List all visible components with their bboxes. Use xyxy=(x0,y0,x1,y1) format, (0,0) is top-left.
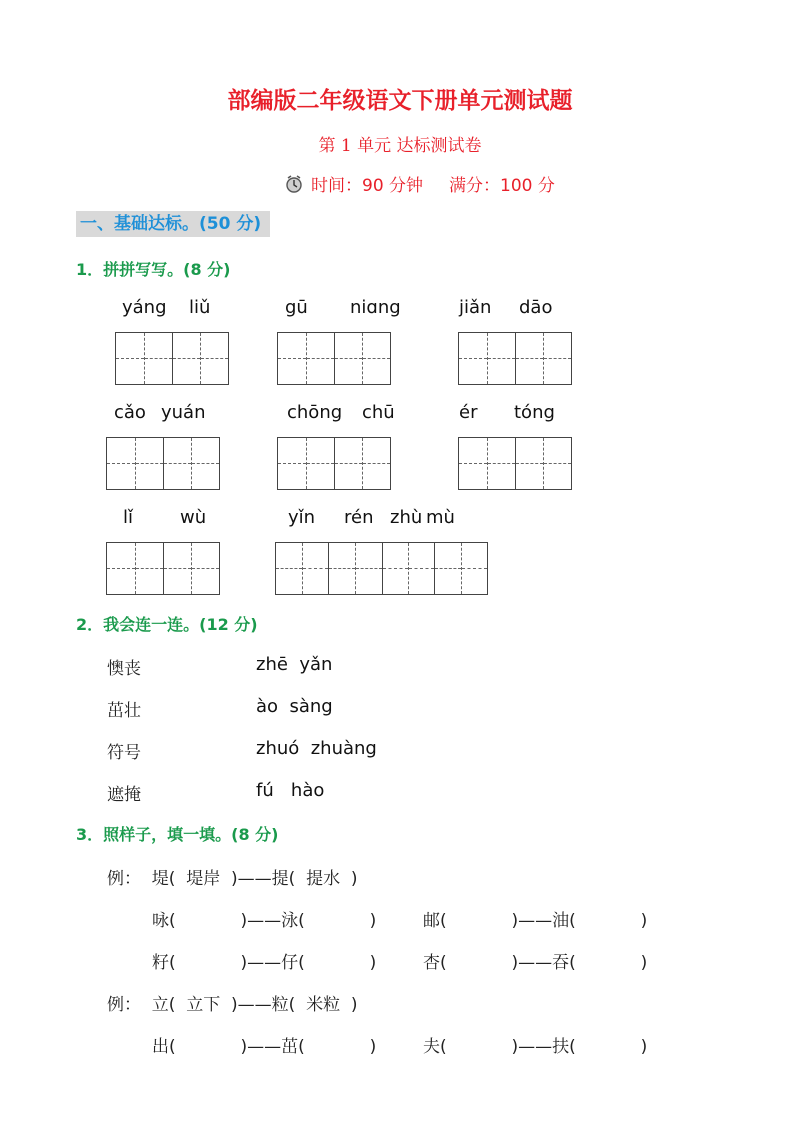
question-3-heading: 3．照样子，填一填。(8 分) xyxy=(76,825,279,844)
pinyin-right-2[interactable]: ào sàng xyxy=(256,696,333,717)
word-left-3[interactable]: 符号 xyxy=(107,743,141,763)
fill-row-1a[interactable]: 咏( )——泳( ) xyxy=(152,911,377,931)
pinyin-right-4[interactable]: fú hào xyxy=(256,780,325,801)
writing-grid[interactable] xyxy=(115,332,229,385)
fill-row-2b[interactable]: 杏( )——吞( ) xyxy=(423,953,648,973)
writing-grid[interactable] xyxy=(458,332,572,385)
word-left-4[interactable]: 遮掩 xyxy=(107,785,141,805)
writing-grid[interactable] xyxy=(458,437,572,490)
pinyin-1a: yáng xyxy=(122,297,167,318)
exam-score: 满分：100 分 xyxy=(449,176,555,196)
fill-row-3a[interactable]: 出( )——茁( ) xyxy=(152,1037,377,1057)
pinyin-2b: niɑng xyxy=(350,297,401,318)
pinyin-8b: rén xyxy=(344,507,374,528)
page-title: 部编版二年级语文下册单元测试题 xyxy=(227,87,573,114)
fill-row-1b[interactable]: 邮( )——油( ) xyxy=(423,911,648,931)
example-1: 例： 堤( 堤岸 )——提( 提水 ) xyxy=(107,869,358,889)
writing-grid[interactable] xyxy=(275,542,488,595)
writing-grid[interactable] xyxy=(277,437,391,490)
fill-row-2a[interactable]: 籽( )——仔( ) xyxy=(152,953,377,973)
pinyin-4a: cǎo xyxy=(114,402,146,423)
pinyin-4b: yuán xyxy=(161,402,206,423)
pinyin-2a: gū xyxy=(285,297,308,318)
exam-time: 时间：90 分钟 xyxy=(311,176,424,196)
exam-meta xyxy=(283,171,555,196)
pinyin-5b: chū xyxy=(362,402,395,423)
example-2: 例： 立( 立下 )——粒( 米粒 ) xyxy=(107,995,358,1015)
pinyin-3a: jiǎn xyxy=(459,297,492,318)
pinyin-8c: zhù xyxy=(390,507,423,528)
section-heading: 一、基础达标。(50 分) xyxy=(76,211,270,237)
word-left-1[interactable]: 懊丧 xyxy=(107,659,141,679)
writing-grid[interactable] xyxy=(277,332,391,385)
question-2-heading: 2．我会连一连。(12 分) xyxy=(76,615,258,634)
clock-icon xyxy=(283,174,305,194)
writing-grid[interactable] xyxy=(106,542,220,595)
page-subtitle: 第 1 单元 达标测试卷 xyxy=(318,136,482,156)
question-1-heading: 1．拼拼写写。(8 分) xyxy=(76,260,231,279)
pinyin-3b: dāo xyxy=(519,297,553,318)
pinyin-8d: mù xyxy=(426,507,455,528)
pinyin-6b: tóng xyxy=(514,402,555,423)
pinyin-7a: lǐ xyxy=(123,507,134,528)
fill-row-3b[interactable]: 夫( )——扶( ) xyxy=(423,1037,648,1057)
writing-grid[interactable] xyxy=(106,437,220,490)
pinyin-right-3[interactable]: zhuó zhuàng xyxy=(256,738,377,759)
pinyin-8a: yǐn xyxy=(288,507,316,528)
pinyin-right-1[interactable]: zhē yǎn xyxy=(256,654,333,675)
pinyin-6a: ér xyxy=(459,402,478,423)
pinyin-5a: chōng xyxy=(287,402,343,423)
pinyin-7b: wù xyxy=(180,507,207,528)
pinyin-1b: liǔ xyxy=(189,297,211,318)
word-left-2[interactable]: 茁壮 xyxy=(107,701,141,721)
